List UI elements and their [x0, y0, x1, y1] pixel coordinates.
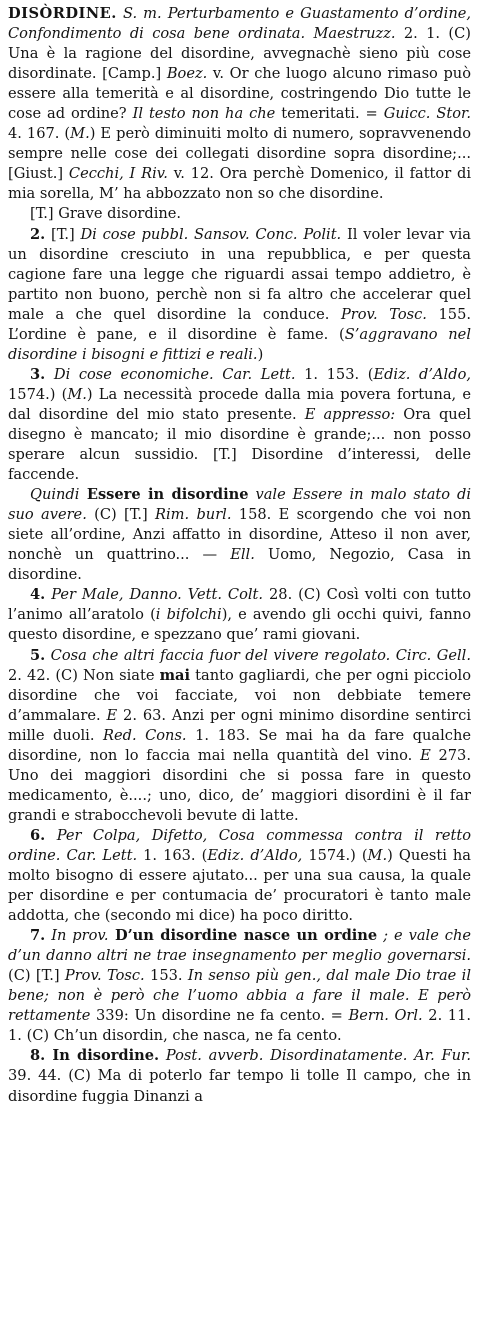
- text-run: [T.] Grave disordine.: [30, 205, 182, 223]
- text-run: 39. 44. (C) Ma di poterlo far tempo li tolle Il campo, che in disordine fuggia Dinanzi a: [8, 1067, 471, 1105]
- entry-paragraph-2: [8, 204, 471, 224]
- dictionary-entry-disordine: [8, 4, 471, 1107]
- text-run: 8. In disordine.: [30, 1047, 160, 1065]
- text-run: 153.: [144, 967, 188, 985]
- text-run: 1. 163. (: [137, 846, 208, 864]
- text-run: Il testo non ha che: [132, 105, 276, 123]
- text-run: 7.: [30, 927, 46, 945]
- text-run: 6.: [30, 826, 46, 844]
- text-run: ), e avendo gli occhi quivi, fanno questo disordine, e spezzano que’ rami giovani.: [8, 606, 471, 644]
- text-run: Post. avverb. Disordinatamente. Ar. Fur.: [159, 1047, 471, 1065]
- text-run: S’aggravano nel disordine i bisogni e fittizi e reali.: [8, 325, 471, 363]
- text-run: Di cose pubbl. Sansov. Conc. Polit.: [80, 225, 342, 243]
- text-run: 4. 167. (: [8, 125, 71, 143]
- text-run: Essere in disordine: [79, 486, 249, 504]
- text-run: (C) [T.]: [86, 506, 155, 524]
- text-run: D’un disordine nasce un ordine: [108, 927, 378, 945]
- text-run: tanto gagliardi, che per ogni picciolo disordine che voi facciate, voi non debbiate temere d’ammalare.: [8, 666, 471, 724]
- text-run: 155. L’ordine è pane, e il disordine è fame. (: [8, 305, 471, 343]
- text-run: In senso più gen., dal male Dio trae il bene; non è però che l’uomo abbia a fare il male. E però rettamente: [8, 967, 471, 1025]
- text-run: M.: [70, 125, 90, 143]
- entry-paragraph-10: [8, 1046, 471, 1106]
- text-run: 2. 63. Anzi per ogni minimo disordine sentirci mille duoli.: [8, 706, 471, 744]
- text-run: Guicc. Stor.: [383, 105, 471, 123]
- text-run: v. 12. Ora perchè Domenico, il fattor di mia sorella, M’ ha abbozzato non so che disordine.: [8, 165, 471, 203]
- text-run: 1. 183. Se mai ha da fare qualche disordine, non lo faccia mai nella quantità del vino.: [8, 726, 471, 764]
- text-run: Boez.: [166, 65, 208, 83]
- headword: DISÒRDINE.: [8, 5, 117, 22]
- text-run: 2.: [30, 225, 46, 243]
- text-run: E appresso:: [304, 405, 396, 423]
- text-run: 1574.) (: [8, 385, 68, 403]
- text-run: Bern. Orl.: [348, 1007, 423, 1025]
- text-run: S. m. Perturbamento e Guastamento d’ordine, Confondimento di cosa bene ordinata. Maestruzz.: [8, 5, 471, 43]
- entry-paragraph-8: [8, 826, 471, 926]
- text-run: M.: [367, 846, 388, 864]
- text-run: 1574.) (: [302, 846, 368, 864]
- entry-paragraph-7: [8, 646, 471, 826]
- text-run: ): [257, 345, 264, 363]
- entry-paragraph-6: [8, 585, 471, 645]
- text-run: Ell.: [230, 546, 255, 564]
- text-run: M.: [67, 385, 87, 403]
- text-run: vale Essere in malo stato di suo avere.: [8, 486, 471, 524]
- text-run: 1. 153. (: [295, 365, 374, 383]
- text-run: temeritati. =: [275, 105, 384, 123]
- text-run: In prov.: [45, 927, 109, 945]
- entry-paragraph-5: [8, 485, 471, 585]
- text-run: 339: Un disordine ne fa cento. =: [90, 1007, 349, 1025]
- text-run: Cosa che altri faccia fuor del vivere regolato. Circ. Gell.: [45, 646, 471, 664]
- text-run: Per Male, Danno. Vett. Colt.: [45, 586, 264, 604]
- text-run: Cecchi, I Riv.: [68, 165, 168, 183]
- text-run: Ora quel disegno è mancato; il mio disordine è grande;... non posso sperare alcun sussidio. [T.] Disordine d’interessi, delle faccende.: [8, 405, 471, 484]
- text-run: Di cose economiche. Car. Lett.: [45, 365, 296, 383]
- text-run: 2. 1. (C) Una è la ragione del disordine, avvegnachè sieno più cose disordinate. [Camp.]: [8, 25, 471, 83]
- text-run: Prov. Tosc.: [64, 967, 145, 985]
- text-run: Rim. burl.: [155, 506, 232, 524]
- text-run: 28. (C) Così volti con tutto l’animo all’aratolo (: [8, 586, 471, 624]
- text-run: ) La necessità procede dalla mia povera fortuna, e dal disordine del mio stato presente.: [8, 385, 471, 423]
- text-run: [T.]: [45, 225, 81, 243]
- text-run: 273. Uno dei maggiori disordini che si possa fare in questo medicamento, è....; uno, dico, de’ maggiori disordini è il far grandi e strabocchevoli bevute di latte.: [8, 746, 471, 824]
- text-run: 2. 11. 1. (C) Ch’un disordin, che nasca, ne fa cento.: [8, 1007, 472, 1045]
- text-run: 158. E scorgendo che voi non siete all’ordine, Anzi affatto in disordine, Atteso il non aver, nonchè un quattrino... —: [8, 506, 472, 564]
- text-run: i bifolchi: [155, 606, 222, 624]
- text-run: Red. Cons.: [102, 726, 187, 744]
- text-run: ; e vale che d’un danno altri ne trae insegnamento per meglio governarsi.: [8, 927, 471, 965]
- text-run: (C) [T.]: [8, 967, 65, 985]
- text-run: Per Colpa, Difetto, Cosa commessa contra il retto ordine. Car. Lett.: [8, 826, 471, 864]
- text-run: 2. 42. (C) Non siate: [8, 666, 160, 684]
- text-run: E: [106, 706, 118, 724]
- text-run: mai: [159, 666, 191, 684]
- text-run: Quindi: [30, 486, 80, 504]
- text-run: Ediz. d’Aldo,: [373, 365, 471, 383]
- text-run: Uomo, Negozio, Casa in disordine.: [8, 546, 472, 584]
- text-run: 5.: [30, 646, 46, 664]
- entry-paragraph-9: [8, 926, 471, 1046]
- text-run: v. Or che luogo alcuno rimaso può essere alla temerità e al disordine, costringendo Dio tutte le cose ad ordine?: [8, 65, 471, 123]
- text-run: E: [420, 746, 431, 764]
- text-run: Il voler levar via un disordine cresciuto in una repubblica, e per questa cagione fare una legge che riguardi assai tempo addietro, è partito non buono, perchè non si fa altro che accelerar quel male a che quel disordine la conduce.: [8, 225, 471, 323]
- text-run: ) E però diminuiti molto di numero, sopravvenendo sempre nelle cose dei collegati disordine sopra disordine;... [Giust.]: [8, 125, 472, 183]
- text-run: Prov. Tosc.: [340, 305, 427, 323]
- text-run: 3.: [30, 365, 46, 383]
- text-run: 4.: [30, 586, 46, 604]
- entry-paragraph-3: [8, 225, 471, 365]
- text-run: Ediz. d’Aldo,: [207, 846, 303, 864]
- text-run: ) Questi ha molto bisogno di essere ajutato... per una sua causa, la quale per disordine e per contumacia de’ procuratori è tanto male addotta, che (secondo mi dice) ha poco diritto.: [8, 846, 472, 925]
- entry-paragraph-4: [8, 365, 471, 485]
- entry-paragraph-1: [8, 4, 471, 204]
